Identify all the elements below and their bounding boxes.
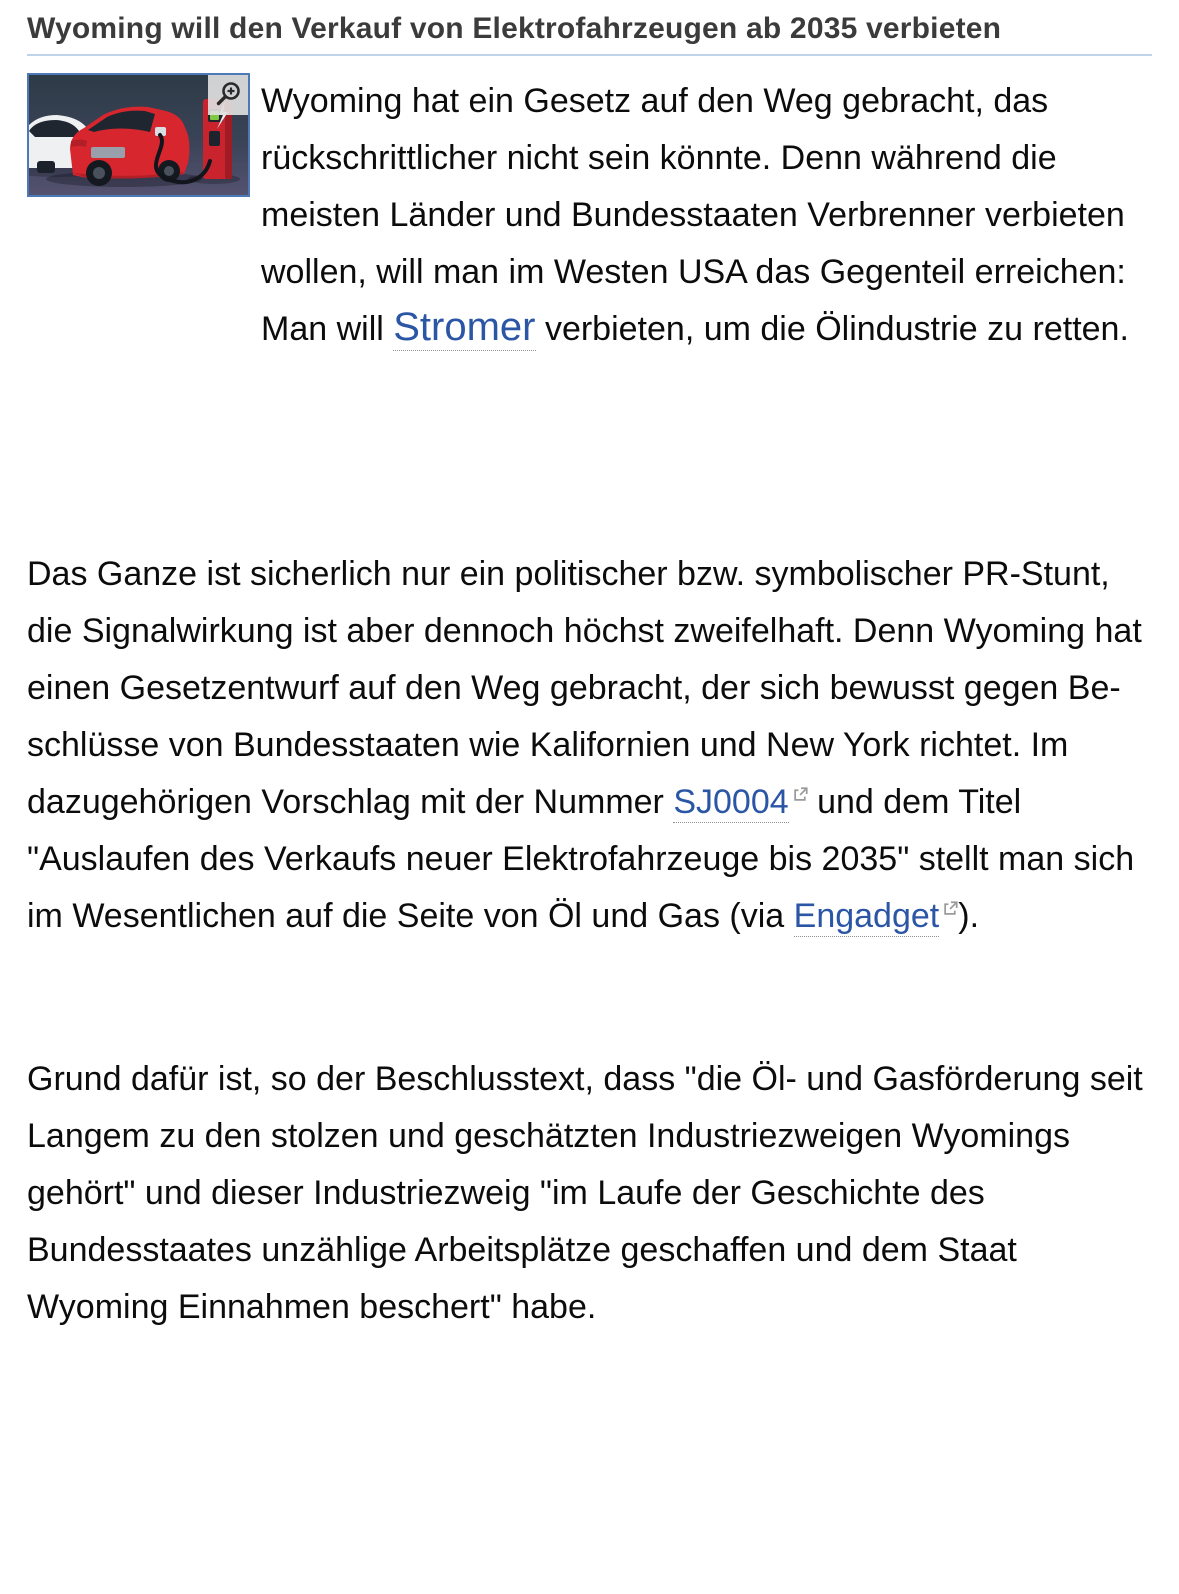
intro-text	[261, 73, 1152, 358]
sj0004-link[interactable]: SJ0004	[673, 783, 789, 821]
article-body	[27, 546, 1152, 1336]
engadget-link[interactable]: Engadget	[793, 897, 940, 935]
external-link-icon	[939, 897, 958, 935]
hero-section	[27, 73, 1152, 358]
intro-paragraph: Wyoming hat ein Gesetz auf den Weg gebracht, das rückschrittlicher nicht sein könnte. Denn während die meisten Länder und Bundesstaaten Verbrenner verbieten wollen, will man im Westen USA das Gegenteil erreichen: Man will Stromer verbieten, um die Ölindustrie zu retten.	[261, 82, 1129, 349]
body-paragraph-1: Das Ganze ist sicherlich nur ein politischer bzw. symbolischer PR-Stunt, die Signalwirkung ist aber dennoch höchst zweifelhaft. Denn Wyoming hat einen Gesetzentwurf auf den Weg gebracht, der sich bewusst gegen Beschlüsse von Bundesstaaten wie Kalifornien und New York richtet. Im dazugehörigen Vorschlag mit der Nummer SJ0004 und dem Titel "Auslaufen des Verkaufs neuer Elektrofahrzeuge bis 2035" stellt man sich im Wesentlichen auf die Seite von Öl und Gas (via Engadget ).	[27, 555, 1142, 935]
content-spacer	[27, 358, 1152, 546]
body-paragraph-2: Grund dafür ist, so der Beschlusstext, dass "die Öl- und Gasförderung seit Langem zu den stolzen und geschätzten Industriezweigen Wyomings gehört" und dieser Industriezweig "im Laufe der Geschichte des Bundesstaates unzählige Arbeitsplätze geschaffen und dem Staat Wyoming Einnahmen beschert" habe.	[27, 1060, 1143, 1326]
stromer-link[interactable]: Stromer	[393, 305, 536, 349]
article-thumbnail[interactable]	[27, 73, 250, 197]
magnifier-plus-icon	[213, 80, 243, 110]
article-title: Wyoming will den Verkauf von Elektrofahrzeugen ab 2035 verbieten	[27, 0, 1152, 56]
zoom-icon[interactable]	[208, 75, 248, 115]
external-link-icon	[789, 783, 808, 821]
